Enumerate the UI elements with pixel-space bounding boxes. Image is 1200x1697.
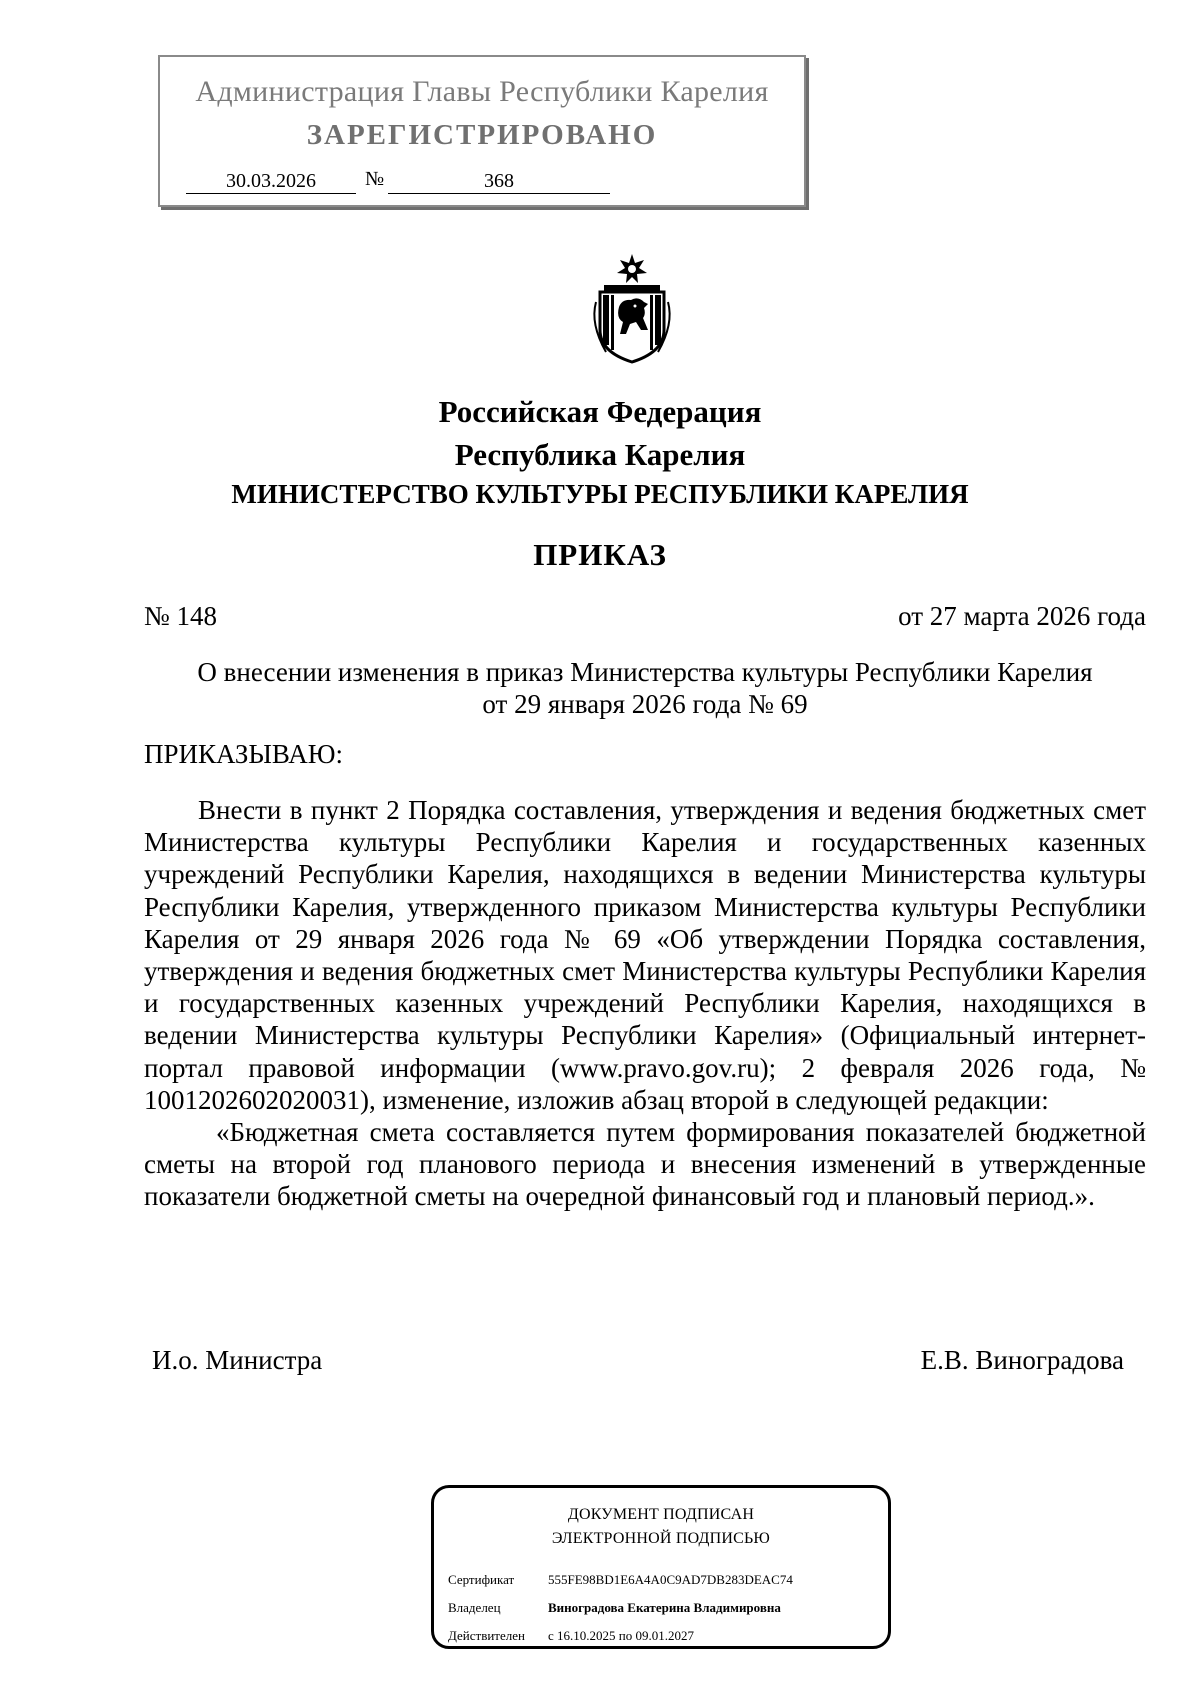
esig-valid: с 16.10.2025 по 09.01.2027 — [548, 1628, 694, 1643]
header-country: Российская Федерация — [438, 394, 762, 429]
stamp-status: ЗАРЕГИСТРИРОВАНО — [306, 119, 658, 151]
document-type: ПРИКАЗ — [533, 537, 667, 572]
karelia-coat-of-arms-icon — [586, 252, 678, 364]
esig-owner-row — [448, 1600, 781, 1616]
subject-line-1: О внесении изменения в приказ Министерства культуры Республики Карелия — [197, 657, 1093, 687]
stamp-organization: Администрация Главы Республики Карелия — [195, 75, 769, 108]
order-subject — [144, 656, 1146, 720]
esig-title-line-1: ДОКУМЕНТ ПОДПИСАН — [567, 1506, 755, 1523]
electronic-signature-box — [431, 1485, 891, 1649]
registration-stamp — [158, 55, 806, 207]
esig-owner: Виноградова Екатерина Владимировна — [548, 1600, 781, 1615]
stamp-number: 368 — [388, 169, 610, 194]
stamp-date: 30.03.2026 — [186, 169, 356, 194]
order-date: от 27 марта 2026 года — [898, 601, 1146, 631]
body-paragraph-2: «Бюджетная смета составляется путем формирования показателей бюджетной сметы на второй год планового периода и внесения изменений в утвержденные показатели бюджетной сметы на очередной финансовый год и плановый период.». — [144, 1117, 1146, 1212]
esig-certificate: 555FE98BD1E6A4A0C9AD7DB283DEAC74 — [548, 1572, 793, 1587]
body-paragraph-1: Внести в пункт 2 Порядка составления, утверждения и ведения бюджетных смет Министерства культуры Республики Карелия и государственных казенных учреждений Республики Карелия, находящихся в ведении Министерства культуры Республики Карелия, утвержденного приказом Министерства культуры Республики Карелия от 29 января 2026 года № 69 «Об утверждении Порядка составления, утверждения и ведения бюджетных смет Министерства культуры Республики Карелия и государственных казенных учреждений Республики Карелия, находящихся в ведении Министерства культуры Республики Карелия» (Официальный интернет-портал правовой информации (www.pravo.gov.ru); 2 февраля 2026 года, № 1001202602020031), изменение, изложив абзац второй в следующей редакции: — [144, 795, 1146, 1115]
order-number: № 148 — [144, 601, 218, 631]
directive: ПРИКАЗЫВАЮ: — [144, 739, 343, 769]
stamp-number-label: № — [365, 168, 385, 190]
signatory-position: И.о. Министра — [152, 1345, 323, 1375]
esig-title-line-2: ЭЛЕКТРОННОЙ ПОДПИСЬЮ — [551, 1530, 771, 1547]
esig-certificate-row — [448, 1572, 793, 1588]
esig-valid-row — [448, 1628, 694, 1644]
esig-valid-label: Действителен — [448, 1628, 525, 1643]
signatory-name: Е.В. Виноградова — [920, 1345, 1124, 1375]
esig-certificate-label: Сертификат — [448, 1572, 515, 1587]
header-ministry: МИНИСТЕРСТВО КУЛЬТУРЫ РЕСПУБЛИКИ КАРЕЛИЯ — [231, 479, 969, 509]
header-region: Республика Карелия — [454, 437, 746, 472]
esig-owner-label: Владелец — [448, 1600, 501, 1615]
subject-line-2: от 29 января 2026 года № 69 — [482, 689, 808, 719]
order-body — [144, 794, 1146, 1213]
